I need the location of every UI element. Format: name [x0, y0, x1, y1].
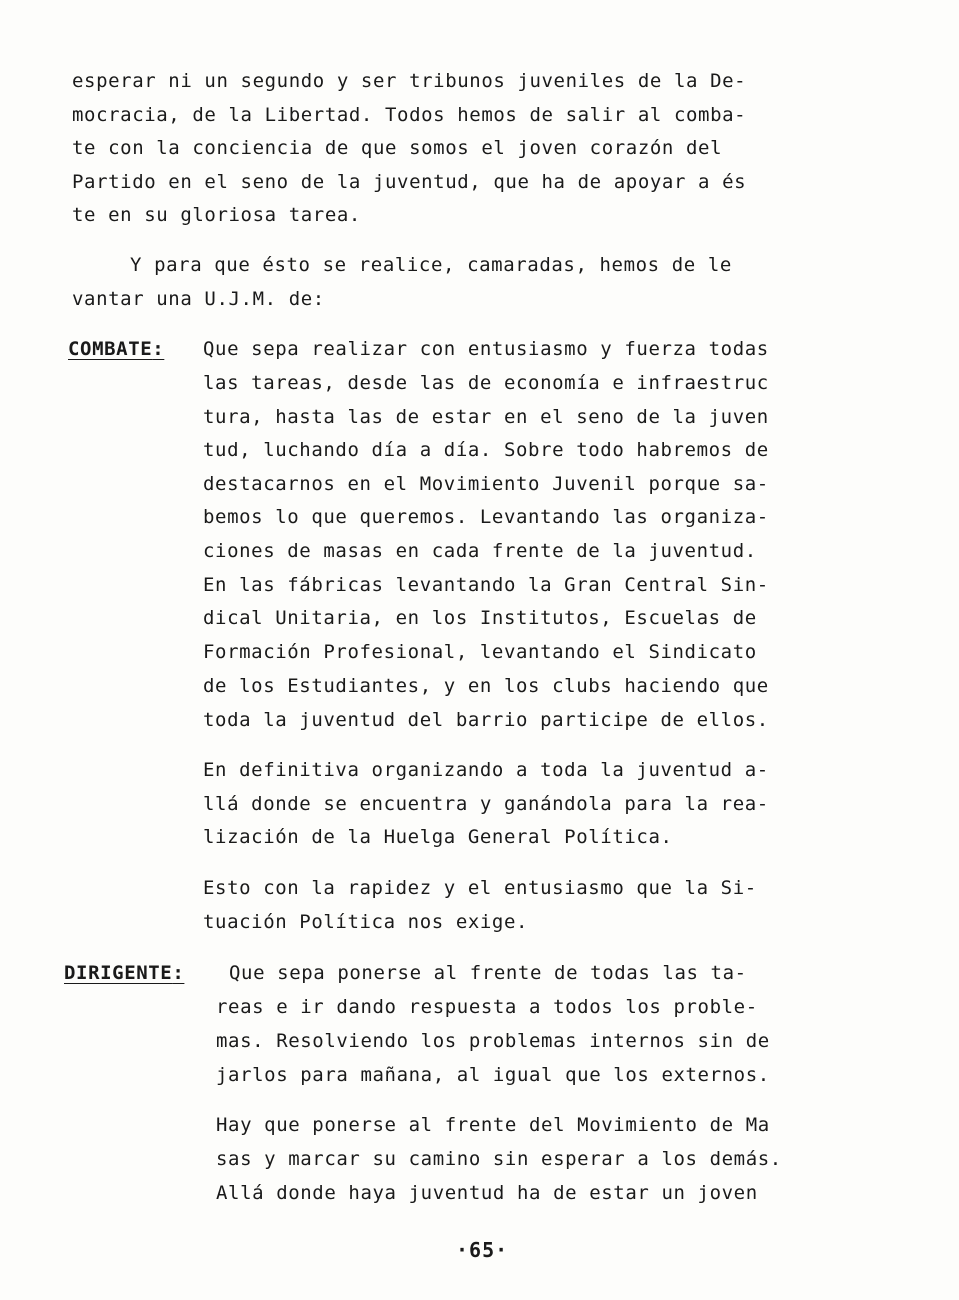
text-line: Esto con la rapidez y el entusiasmo que la Si-	[203, 877, 757, 899]
text-line: mas. Resolviendo los problemas internos sin de	[216, 1030, 770, 1052]
text-line: esperar ni un segundo y ser tribunos juveniles de la De-	[72, 70, 747, 92]
text-line: Y para que ésto se realice, camaradas, hemos de le	[130, 254, 732, 276]
text-line: dical Unitaria, en los Institutos, Escuelas de	[203, 607, 757, 629]
text-line: tuación Política nos exige.	[203, 911, 529, 933]
text-line: te en su gloriosa tarea.	[72, 204, 361, 226]
text-line: llá donde se encuentra y ganándola para la rea-	[203, 793, 769, 815]
heading-text: DIRIGENTE	[64, 962, 173, 984]
heading-text: COMBATE	[68, 338, 153, 360]
text-line: de los Estudiantes, y en los clubs haciendo que	[203, 675, 769, 697]
text-line: En definitiva organizando a toda la juventud a-	[203, 759, 769, 781]
text-line: tura, hasta las de estar en el seno de la juven	[203, 406, 769, 428]
text-line: lización de la Huelga General Política.	[203, 826, 673, 848]
text-line: Allá donde haya juventud ha de estar un joven	[216, 1182, 758, 1204]
text-line: Hay que ponerse al frente del Movimiento de Ma	[216, 1114, 770, 1136]
text-line: Formación Profesional, levantando el Sindicato	[203, 641, 757, 663]
section-heading	[68, 332, 164, 366]
section-heading	[64, 956, 184, 990]
text-line: las tareas, desde las de economía e infraestruc	[203, 372, 769, 394]
text-line: mocracia, de la Libertad. Todos hemos de salir al comba-	[72, 104, 747, 126]
text-line: Que sepa realizar con entusiasmo y fuerza todas	[203, 338, 769, 360]
text-line: Que sepa ponerse al frente de todas las ta-	[229, 962, 747, 984]
heading-colon: :	[152, 338, 165, 360]
text-line: jarlos para mañana, al igual que los externos.	[216, 1064, 770, 1086]
heading-colon: :	[172, 962, 185, 984]
text-line: toda la juventud del barrio participe de ellos.	[203, 709, 769, 731]
text-line: Partido en el seno de la juventud, que ha de apoyar a és	[72, 171, 747, 193]
text-line: destacarnos en el Movimiento Juvenil porque sa-	[203, 473, 769, 495]
text-line: bemos lo que queremos. Levantando las organiza-	[203, 506, 769, 528]
text-line: te con la conciencia de que somos el joven corazón del	[72, 137, 723, 159]
text-line: tud, luchando día a día. Sobre todo habremos de	[203, 439, 769, 461]
text-line: ciones de masas en cada frente de la juventud.	[203, 540, 757, 562]
text-line: reas e ir dando respuesta a todos los proble-	[216, 996, 758, 1018]
text-line: sas y marcar su camino sin esperar a los demás.	[216, 1148, 782, 1170]
page-number: ·65·	[456, 1238, 509, 1262]
text-line: En las fábricas levantando la Gran Central Sin-	[203, 574, 769, 596]
text-line: vantar una U.J.M. de:	[72, 288, 325, 310]
